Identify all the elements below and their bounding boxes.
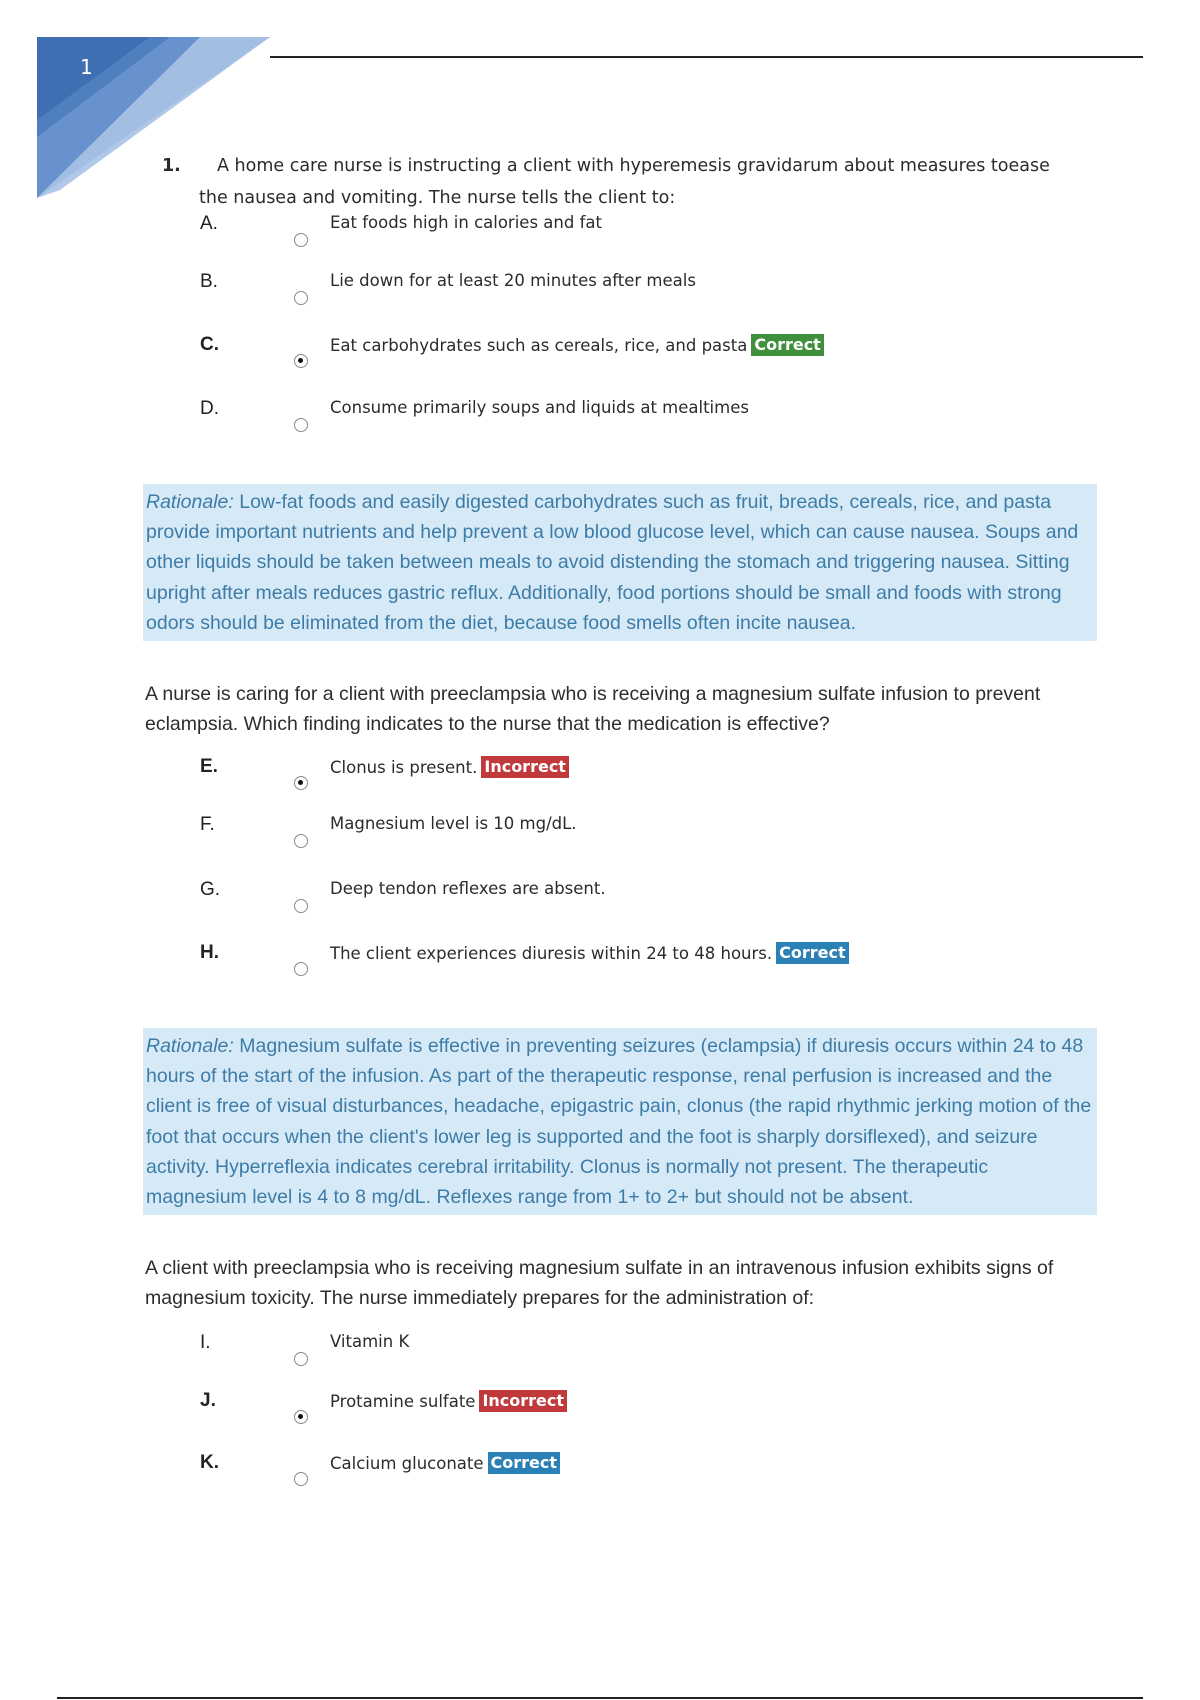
option-label: Protamine sulfate bbox=[330, 1392, 476, 1411]
option-label: Clonus is present. bbox=[330, 758, 478, 777]
option-letter: I. bbox=[200, 1332, 211, 1353]
radio-button-selected[interactable] bbox=[294, 1410, 308, 1424]
rationale-1 bbox=[143, 484, 1097, 641]
option-c[interactable] bbox=[200, 334, 1100, 394]
option-text bbox=[330, 756, 569, 778]
question-1-stem bbox=[162, 150, 1062, 214]
radio-button[interactable] bbox=[294, 899, 308, 913]
option-g[interactable] bbox=[200, 879, 1100, 939]
correct-badge: Correct bbox=[776, 942, 849, 964]
option-a[interactable] bbox=[200, 213, 1100, 273]
incorrect-badge: Incorrect bbox=[479, 1390, 567, 1412]
option-text: Eat foods high in calories and fat bbox=[330, 213, 602, 232]
rationale-text: Low-fat foods and easily digested carbohydrates such as fruit, breads, cereals, rice, and pasta provide important nutrients and help prevent a low blood glucose level, which can cause nausea. Soups and other liquids should be taken between meals to avoid distending the stomach and triggering nausea. Sitting upright after meals reduces gastric reflux. Additionally, food portions should be small and foods with strong odors should be eliminated from the diet, because food smells often incite nausea. bbox=[146, 491, 1079, 634]
correct-badge: Correct bbox=[488, 1452, 561, 1474]
option-h[interactable] bbox=[200, 942, 1100, 1002]
radio-button[interactable] bbox=[294, 962, 308, 976]
option-letter: F. bbox=[200, 814, 215, 835]
option-label: Eat carbohydrates such as cereals, rice, and pasta bbox=[330, 336, 748, 355]
radio-button-selected[interactable] bbox=[294, 776, 308, 790]
correct-badge: Correct bbox=[751, 334, 824, 356]
radio-button[interactable] bbox=[294, 291, 308, 305]
option-letter: A. bbox=[200, 213, 218, 234]
question-number: 1. bbox=[162, 156, 181, 176]
option-j[interactable] bbox=[200, 1390, 1100, 1450]
option-text: Magnesium level is 10 mg/dL. bbox=[330, 814, 577, 833]
option-text bbox=[330, 334, 824, 356]
option-letter: G. bbox=[200, 879, 221, 900]
option-d[interactable] bbox=[200, 398, 1100, 458]
option-letter: J. bbox=[200, 1390, 216, 1411]
option-text bbox=[330, 1452, 560, 1474]
rationale-text: Magnesium sulfate is effective in preventing seizures (eclampsia) if diuresis occurs within 24 to 48 hours of the start of the infusion. As part of the therapeutic response, renal perfusion is increased and the client is free of visual disturbances, headache, epigastric pain, clonus (the rapid rhythmic jerking motion of the foot that occurs when the client's lower leg is supported and the foot is sharply dorsiflexed), and seizure activity. Hyperreflexia indicates cerebral irritability. Clonus is normally not present. The therapeutic magnesium level is 4 to 8 mg/dL. Reflexes range from 1+ to 2+ but should not be absent. bbox=[146, 1035, 1092, 1209]
radio-button[interactable] bbox=[294, 834, 308, 848]
option-letter: K. bbox=[200, 1452, 219, 1473]
question-1-stem-line1: A home care nurse is instructing a client with hyperemesis gravidarum about measures toease bbox=[217, 156, 1050, 176]
radio-button[interactable] bbox=[294, 418, 308, 432]
page-number: 1 bbox=[80, 55, 93, 79]
question-2-stem: A nurse is caring for a client with preeclampsia who is receiving a magnesium sulfate infusion to prevent eclampsia. Which finding indicates to the nurse that the medication is effective? bbox=[145, 683, 1041, 735]
option-text bbox=[330, 1390, 567, 1412]
option-f[interactable] bbox=[200, 814, 1100, 874]
radio-button[interactable] bbox=[294, 1472, 308, 1486]
option-i[interactable] bbox=[200, 1332, 1100, 1392]
question-1-stem-line2: the nausea and vomiting. The nurse tells the client to: bbox=[199, 188, 676, 208]
option-label: The client experiences diuresis within 24 to 48 hours. bbox=[330, 944, 773, 963]
footer-rule bbox=[57, 1697, 1143, 1699]
incorrect-badge: Incorrect bbox=[481, 756, 569, 778]
rationale-2 bbox=[143, 1028, 1097, 1215]
option-letter: B. bbox=[200, 271, 218, 292]
option-text: Vitamin K bbox=[330, 1332, 410, 1351]
option-k[interactable] bbox=[200, 1452, 1100, 1512]
radio-button[interactable] bbox=[294, 1352, 308, 1366]
option-letter: E. bbox=[200, 756, 218, 777]
option-letter: H. bbox=[200, 942, 219, 963]
radio-button-selected[interactable] bbox=[294, 354, 308, 368]
rationale-label: Rationale: bbox=[146, 1035, 234, 1057]
option-e[interactable] bbox=[200, 756, 1100, 816]
option-text: Lie down for at least 20 minutes after meals bbox=[330, 271, 696, 290]
question-3-stem: A client with preeclampsia who is receiving magnesium sulfate in an intravenous infusion exhibits signs of magnesium toxicity. The nurse immediately prepares for the administration of: bbox=[145, 1257, 1054, 1309]
option-letter: D. bbox=[200, 398, 219, 419]
option-label: Calcium gluconate bbox=[330, 1454, 484, 1473]
header-rule bbox=[270, 56, 1143, 58]
option-text: Consume primarily soups and liquids at mealtimes bbox=[330, 398, 749, 417]
option-b[interactable] bbox=[200, 271, 1100, 331]
radio-button[interactable] bbox=[294, 233, 308, 247]
option-text bbox=[330, 942, 849, 964]
option-letter: C. bbox=[200, 334, 219, 355]
rationale-label: Rationale: bbox=[146, 491, 234, 513]
option-text: Deep tendon reflexes are absent. bbox=[330, 879, 606, 898]
